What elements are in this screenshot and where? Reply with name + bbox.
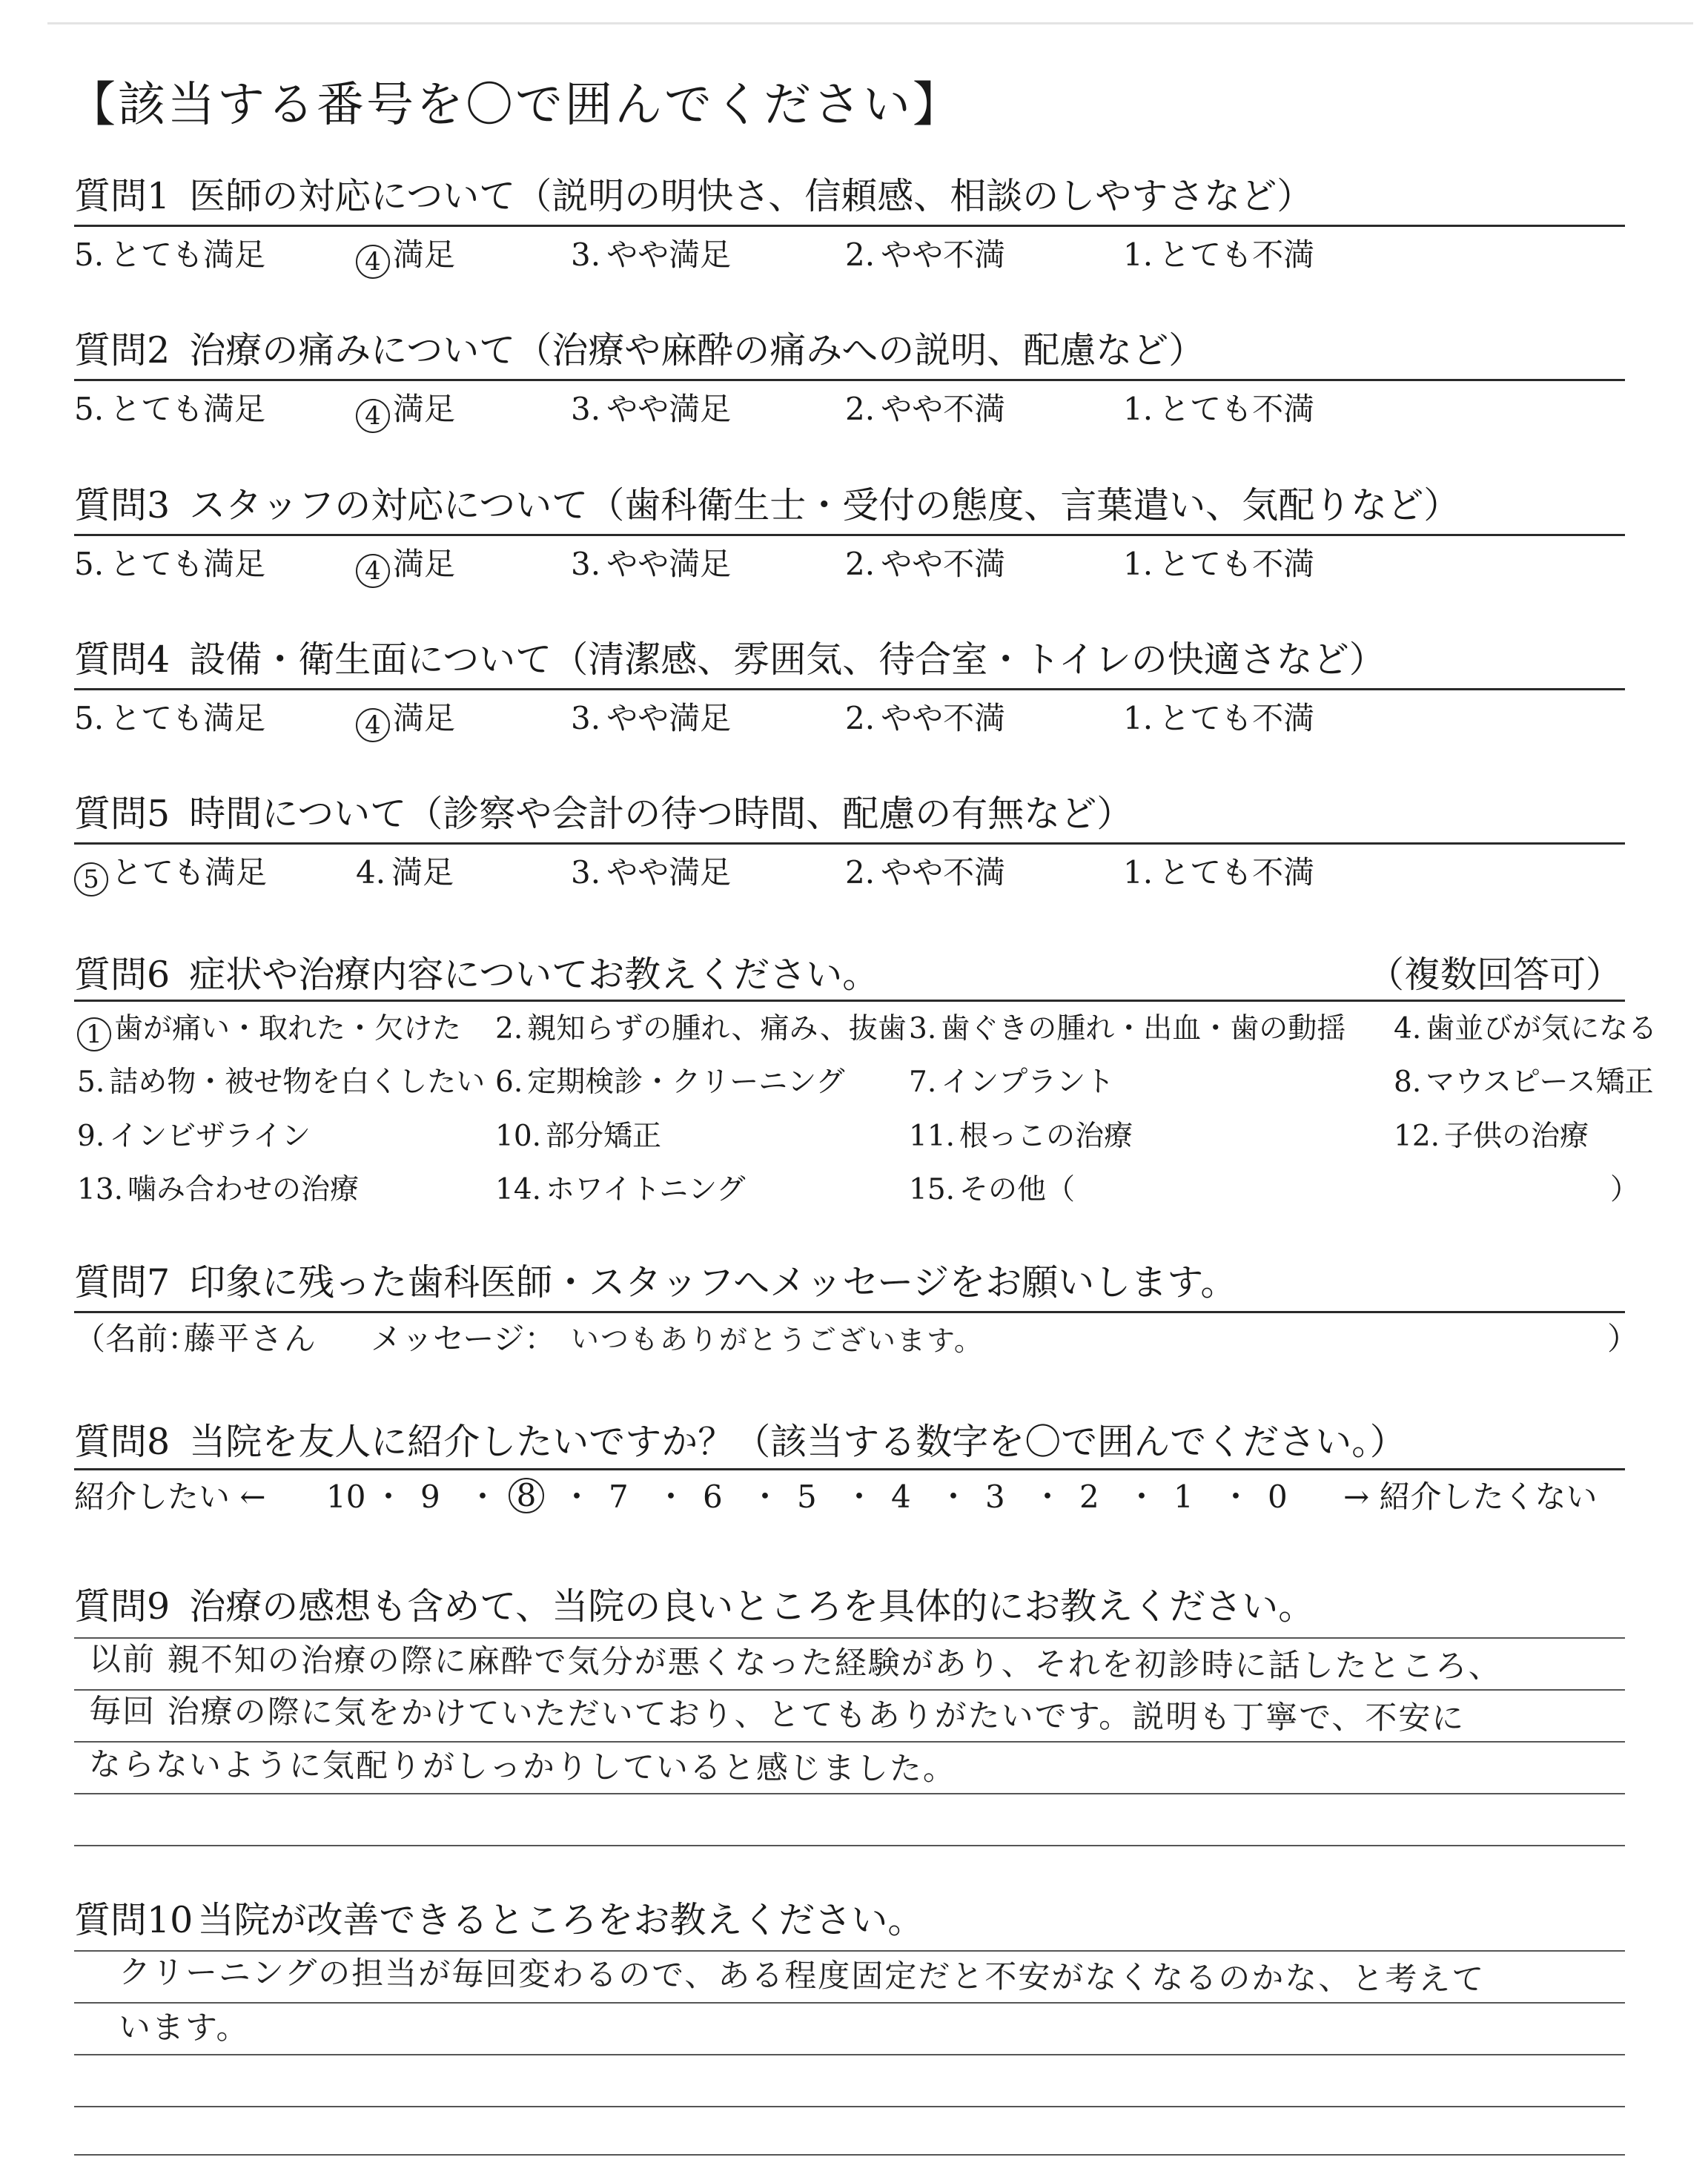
option-label: やや満足	[606, 546, 732, 582]
q10-writing-line	[74, 2106, 1625, 2107]
scale-separator: ・	[655, 1479, 687, 1515]
option-label: やや不満	[881, 546, 1006, 582]
scale-value[interactable]: 6	[703, 1479, 723, 1515]
option-label: その他（	[959, 1173, 1076, 1206]
rating-option[interactable]	[571, 546, 732, 582]
option-label: 部分矯正	[546, 1120, 662, 1153]
q8-title	[74, 1421, 1406, 1463]
q4-number: 質問4	[74, 638, 171, 681]
q7-title	[74, 1261, 1237, 1304]
q2-text: 治療の痛みについて（治療や麻酔の痛みへの説明、配慮など）	[189, 329, 1205, 371]
option-number: 2.	[845, 391, 875, 427]
scale-separator: ・	[561, 1479, 593, 1515]
rating-option[interactable]	[845, 854, 1006, 891]
option-number: 1.	[1123, 700, 1153, 736]
q5-rule	[74, 842, 1625, 845]
option-number: 3.	[909, 1012, 937, 1046]
option-number: 1.	[1123, 237, 1153, 273]
q6-text: 症状や治療内容についてお教えください。	[189, 954, 879, 996]
option-number: 2.	[845, 854, 875, 891]
option-number: 5.	[74, 546, 105, 582]
selected-circle-mark: 4	[356, 245, 390, 279]
q8-left-label: 紹介したい ←	[74, 1479, 266, 1515]
option-label: とても満足	[110, 700, 266, 736]
option-number: 15.	[909, 1173, 956, 1206]
q6-option-11[interactable]	[909, 1122, 1133, 1151]
q6-option-2[interactable]	[495, 1012, 907, 1046]
q2-rule	[74, 379, 1625, 381]
option-number: 6.	[495, 1066, 523, 1099]
q6-option-8[interactable]	[1394, 1068, 1654, 1097]
q6-option-4[interactable]	[1394, 1012, 1658, 1046]
rating-option[interactable]	[1123, 700, 1315, 736]
q10-text: 当院が改善できるところをお教えください。	[197, 1899, 924, 1941]
option-number: 4.	[1394, 1012, 1422, 1046]
scale-value-selected[interactable]: 8	[509, 1478, 544, 1513]
q7-number: 質問7	[74, 1261, 171, 1304]
option-label: やや不満	[881, 854, 1006, 891]
option-label: マウスピース矯正	[1426, 1066, 1654, 1099]
q1-number: 質問1	[74, 175, 171, 217]
option-label: 定期検診・クリーニング	[527, 1066, 845, 1099]
scale-separator: ・	[1032, 1479, 1064, 1515]
q3-rule	[74, 534, 1625, 536]
q7-text: 印象に残った歯科医師・スタッフへメッセージをお願いします。	[189, 1261, 1237, 1304]
scale-value[interactable]: 5	[797, 1479, 817, 1515]
rating-option[interactable]	[571, 391, 732, 427]
option-number: 5.	[74, 237, 105, 273]
q7-name-value: 藤平さん	[183, 1320, 318, 1358]
scale-separator: ・	[844, 1479, 875, 1515]
option-label: とても不満	[1159, 854, 1315, 891]
q1-title	[74, 175, 1314, 217]
q9-answer-line: ならないように気配りがしっかりしていると感じました。	[88, 1745, 957, 1789]
q5-number: 質問5	[74, 793, 171, 835]
option-label: 満足	[393, 391, 456, 427]
rating-option[interactable]	[571, 237, 732, 273]
scale-separator: ・	[467, 1479, 499, 1515]
option-label: 満足	[393, 700, 456, 736]
rating-option[interactable]	[74, 546, 266, 582]
option-label: とても不満	[1159, 546, 1315, 582]
rating-option[interactable]	[845, 391, 1006, 427]
q6-option-13[interactable]	[77, 1175, 359, 1204]
option-number: 5.	[74, 391, 105, 427]
option-label: とても不満	[1159, 700, 1315, 736]
rating-option[interactable]	[845, 700, 1006, 736]
q8-right-label: → 紹介したくない	[1343, 1479, 1598, 1515]
option-number: 5.	[74, 700, 105, 736]
q8-rule	[74, 1468, 1625, 1470]
rating-option[interactable]	[74, 237, 266, 273]
option-label: やや不満	[881, 700, 1006, 736]
option-label: とても不満	[1159, 237, 1315, 273]
q6-option-7[interactable]	[909, 1068, 1114, 1097]
rating-option-selected[interactable]	[356, 700, 456, 742]
q6-number: 質問6	[74, 954, 171, 996]
q2-number: 質問2	[74, 329, 171, 371]
q5-text: 時間について（診察や会計の待つ時間、配慮の有無など）	[189, 793, 1133, 835]
option-label: 根っこの治療	[959, 1120, 1133, 1153]
option-number: 1.	[1123, 854, 1153, 891]
q6-option-3[interactable]	[909, 1012, 1346, 1046]
option-label: やや不満	[881, 237, 1006, 273]
option-number: 1.	[1123, 546, 1153, 582]
q4-title	[74, 638, 1386, 681]
q9-answer-line: 以前 親不知の治療の際に麻酔で気分が悪くなった経験があり、それを初診時に話したところ、	[88, 1641, 1502, 1685]
q3-text: スタッフの対応について（歯科衛生士・受付の態度、言葉遣い、気配りなど）	[189, 484, 1460, 526]
option-label: 詰め物・被せ物を白くしたい	[109, 1066, 486, 1099]
q9-writing-line	[74, 1689, 1625, 1691]
q6-rule	[74, 1000, 1625, 1002]
option-label: 歯が痛い・取れた・欠けた	[114, 1012, 462, 1046]
q9-writing-line	[74, 1741, 1625, 1743]
rating-option-selected[interactable]	[356, 391, 456, 433]
option-number: 14.	[495, 1173, 542, 1206]
option-label: やや満足	[606, 391, 732, 427]
option-number: 3.	[571, 391, 601, 427]
option-label: とても満足	[111, 854, 268, 891]
q4-rule	[74, 688, 1625, 690]
option-number: 10.	[495, 1120, 542, 1153]
option-label: 歯並びが気になる	[1426, 1012, 1658, 1046]
rating-option[interactable]	[1123, 854, 1315, 891]
top-border	[47, 22, 1693, 24]
scale-value[interactable]: 1	[1174, 1479, 1194, 1515]
q8-number: 質問8	[74, 1421, 171, 1463]
page-title: 【該当する番号を〇で囲んでください】	[68, 78, 962, 133]
q10-writing-line	[74, 2002, 1625, 2004]
q6-option-12[interactable]	[1394, 1122, 1589, 1151]
option-number: 3.	[571, 854, 601, 891]
option-number: 13.	[77, 1173, 124, 1206]
option-number: 3.	[571, 700, 601, 736]
selected-circle-mark: 4	[356, 399, 390, 433]
scale-value[interactable]: 7	[609, 1479, 629, 1515]
rating-option-selected[interactable]	[356, 237, 456, 279]
option-number: 8.	[1394, 1066, 1422, 1099]
scale-value[interactable]: 2	[1079, 1479, 1099, 1515]
scale-separator: ・	[1126, 1479, 1158, 1515]
q10-rule	[74, 1950, 1625, 1952]
option-number: 2.	[845, 546, 875, 582]
option-number: 1.	[1123, 391, 1153, 427]
q6-option-14[interactable]	[495, 1175, 746, 1204]
q7-rule	[74, 1311, 1625, 1313]
q9-number: 質問9	[74, 1585, 171, 1628]
q1-rule	[74, 225, 1625, 227]
scale-separator: ・	[373, 1479, 405, 1515]
scale-value[interactable]: 3	[985, 1479, 1005, 1515]
option-number: 2.	[495, 1012, 523, 1046]
q3-number: 質問3	[74, 484, 171, 526]
rating-option[interactable]	[74, 700, 266, 736]
q10-title	[74, 1899, 924, 1941]
option-label: 満足	[391, 854, 454, 891]
scale-separator: ・	[1220, 1479, 1252, 1515]
scale-value[interactable]: 10	[326, 1479, 366, 1515]
q6-title	[74, 954, 1623, 996]
option-number: 9.	[77, 1120, 105, 1153]
rating-option[interactable]	[1123, 546, 1315, 582]
option-label: ホワイトニング	[546, 1173, 746, 1206]
q10-answer-line: クリーニングの担当が毎回変わるので、ある程度固定だと不安がなくなるのかな、と考えて	[118, 1954, 1486, 1998]
q10-answer-line: います。	[118, 2009, 250, 2047]
option-number: 4.	[356, 854, 386, 891]
q7-name-label: （名前：	[74, 1321, 199, 1357]
option-label: やや満足	[606, 237, 732, 273]
q10-number: 質問10	[74, 1899, 193, 1941]
rating-option[interactable]	[571, 700, 732, 736]
q6-option-10[interactable]	[495, 1122, 661, 1151]
q7-message-value: いつもありがとうございます。	[570, 1322, 984, 1358]
q9-text: 治療の感想も含めて、当院の良いところを具体的にお教えください。	[189, 1585, 1315, 1628]
q6-option-9[interactable]	[77, 1122, 311, 1151]
option-label: 満足	[393, 237, 456, 273]
selected-circle-mark: 5	[74, 862, 108, 896]
q2-title	[74, 329, 1205, 371]
q9-rule	[74, 1637, 1625, 1639]
q9-writing-line	[74, 1793, 1625, 1794]
q1-text: 医師の対応について（説明の明快さ、信頼感、相談のしやすさなど）	[189, 175, 1314, 217]
option-number: 3.	[571, 546, 601, 582]
option-label: やや不満	[881, 391, 1006, 427]
q6-option-15[interactable]	[909, 1175, 1075, 1204]
rating-option[interactable]	[1123, 391, 1315, 427]
q6-close-paren: ）	[1610, 1173, 1640, 1206]
q4-text: 設備・衛生面について（清潔感、雰囲気、待合室・トイレの快適さなど）	[189, 638, 1386, 681]
option-label: インビザライン	[109, 1120, 311, 1153]
option-number: 12.	[1394, 1120, 1440, 1153]
q3-title	[74, 484, 1460, 526]
scale-separator: ・	[938, 1479, 970, 1515]
option-label: とても満足	[110, 391, 266, 427]
selected-circle-mark: 4	[356, 708, 390, 742]
rating-option-selected[interactable]	[74, 854, 268, 896]
option-label: やや満足	[606, 700, 732, 736]
rating-option-selected[interactable]	[356, 546, 456, 588]
option-number: 2.	[845, 700, 875, 736]
q6-option-1[interactable]	[77, 1014, 461, 1051]
q9-writing-line	[74, 1845, 1625, 1846]
option-label: 歯ぐきの腫れ・出血・歯の動揺	[941, 1012, 1346, 1046]
q8-text: 当院を友人に紹介したいですか？（該当する数字を〇で囲んでください。）	[189, 1421, 1406, 1463]
option-label: やや満足	[606, 854, 732, 891]
option-label: とても満足	[110, 546, 266, 582]
scale-value[interactable]: 0	[1268, 1479, 1288, 1515]
rating-option[interactable]	[571, 854, 732, 891]
option-label: 子供の治療	[1444, 1120, 1589, 1153]
selected-circle-mark: 1	[77, 1017, 111, 1051]
rating-option[interactable]	[1123, 237, 1315, 273]
q9-answer-line: 毎回 治療の際に気をかけていただいており、とてもありがたいです。説明も丁寧で、不安に	[88, 1693, 1466, 1737]
option-label: 親知らずの腫れ、痛み、抜歯	[527, 1012, 907, 1046]
q7-close-paren: ）	[1607, 1321, 1639, 1357]
rating-option[interactable]	[845, 546, 1006, 582]
scale-value[interactable]: 4	[891, 1479, 911, 1515]
q10-writing-line	[74, 2054, 1625, 2055]
q10-writing-line	[74, 2154, 1625, 2156]
option-number: 11.	[909, 1120, 956, 1153]
q5-title	[74, 793, 1133, 835]
q9-title	[74, 1585, 1315, 1628]
q6-note: （複数回答可）	[1368, 954, 1623, 996]
rating-option[interactable]	[74, 391, 266, 427]
scale-separator: ・	[749, 1479, 781, 1515]
option-label: 満足	[393, 546, 456, 582]
q6-option-6[interactable]	[495, 1068, 844, 1097]
q7-message-label: メッセージ：	[371, 1321, 556, 1357]
option-label: とても満足	[110, 237, 266, 273]
scale-value[interactable]: 9	[420, 1479, 440, 1515]
option-number: 5.	[77, 1066, 105, 1099]
rating-option[interactable]	[356, 854, 454, 891]
option-label: とても不満	[1159, 391, 1315, 427]
rating-option[interactable]	[845, 237, 1006, 273]
option-label: 噛み合わせの治療	[128, 1173, 360, 1206]
option-number: 2.	[845, 237, 875, 273]
option-number: 3.	[571, 237, 601, 273]
option-label: インプラント	[941, 1066, 1115, 1099]
option-number: 7.	[909, 1066, 937, 1099]
selected-circle-mark: 4	[356, 554, 390, 588]
q6-option-5[interactable]	[77, 1068, 485, 1097]
